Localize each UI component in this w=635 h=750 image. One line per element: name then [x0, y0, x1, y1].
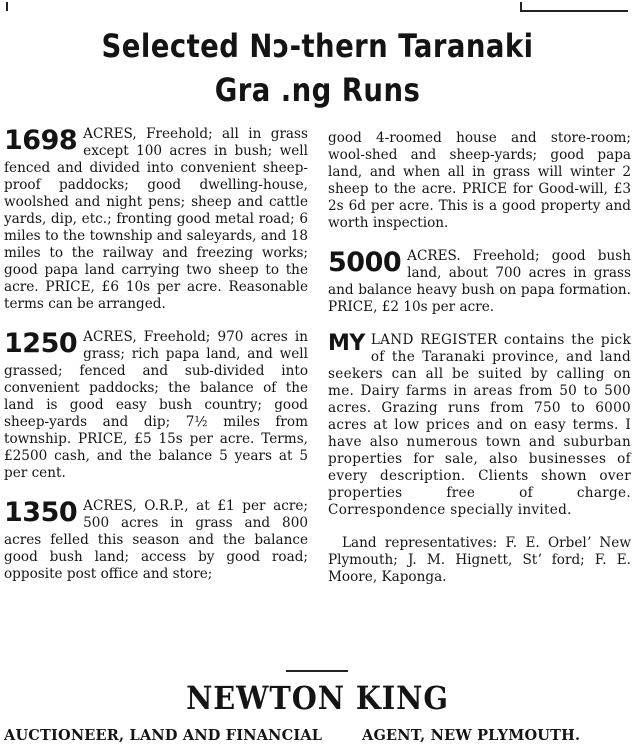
- listing-text: good 4-roomed house and store-room; wool-shed and sheep-yards; good papa land, and when all in grass will winter 2 sheep to the acre. PRICE for Good-will, £3 2s 6d per acre. This is a good property and worth inspection.: [328, 130, 631, 231]
- register-text: LAND REGISTER contains the pick of the Taranaki province, and land seekers can all be suited by calling on me. Dairy farms in areas from 50 to 500 acres. Grazing runs from 750 to 6000 acres at low prices and on easy terms. I have also numerous town and suburban properties for sale, also businesses of every description. Clients shown over properties free of charge. Correspondence specially invited.: [328, 332, 631, 518]
- listing-text: ACRES, O.R.P., at £1 per acre; 500 acres in grass and 800 acres felled this season and the balance good bush land; access by good road; opposite post office and store;: [4, 498, 308, 582]
- company-name: NEWTON KING: [186, 679, 449, 717]
- listing-acres: 1698: [4, 125, 78, 156]
- listing-5000: [328, 248, 631, 316]
- listing-acres: 5000: [328, 247, 402, 278]
- listing-acres: 1350: [4, 497, 78, 528]
- top-rule: [0, 2, 635, 12]
- headline-line-1: Selected Nɔ‑thern Taranaki: [101, 27, 534, 65]
- right-column: [328, 130, 631, 602]
- footer-divider: [286, 670, 348, 672]
- headline-line-2: Gra .ng Runs: [214, 71, 421, 109]
- representatives-text: Land representatives: F. E. Orbelʼ New Plymouth; J. M. Hignett, Stʼ ford; F. E. Moore, Kaponga.: [328, 535, 631, 585]
- land-register-notice: [328, 332, 631, 519]
- top-rule-line: [520, 10, 628, 12]
- listing-1250: [4, 329, 308, 482]
- register-lead: MY: [328, 331, 365, 356]
- listing-1350-continued: [328, 130, 631, 232]
- listing-text: ACRES, Freehold; 970 acres in grass; rich papa land, and well grassed; fenced and sub-divided into convenient paddocks; the balance of the land is good easy bush country; good sheep-yards and dip; 7½ miles from township. PRICE, £5 15s per acre. Terms, £2500 cash, and the balance 5 years at 5 per cent.: [4, 329, 308, 481]
- listing-1350: [4, 498, 308, 583]
- representatives-notice: [328, 535, 631, 586]
- left-column: [4, 126, 308, 599]
- tagline-right: AGENT, NEW PLYMOUTH.: [362, 727, 581, 744]
- listing-text: ACRES. Freehold; good bush land, about 700 acres in grass and balance heavy bush on papa formation. PRICE, £2 10s per acre.: [328, 248, 631, 315]
- listing-1698: [4, 126, 308, 313]
- listing-acres: 1250: [4, 328, 78, 359]
- listing-text: ACRES, Freehold; all in grass except 100 acres in bush; well fenced and divided into convenient sheep-proof paddocks; good dwelling-house, woolshed and night pens; sheep and cattle yards, dip, etc.; fronting good metal road; 6 miles to the township and saleyards, and 18 miles to the railway and freezing works; good papa land carrying two sheep to the acre. PRICE, £6 10s per acre. Reasonable terms can be arranged.: [4, 126, 308, 312]
- tagline-left: AUCTIONEER, LAND AND FINANCIAL: [4, 727, 323, 744]
- top-rule-left-tick: [6, 2, 8, 11]
